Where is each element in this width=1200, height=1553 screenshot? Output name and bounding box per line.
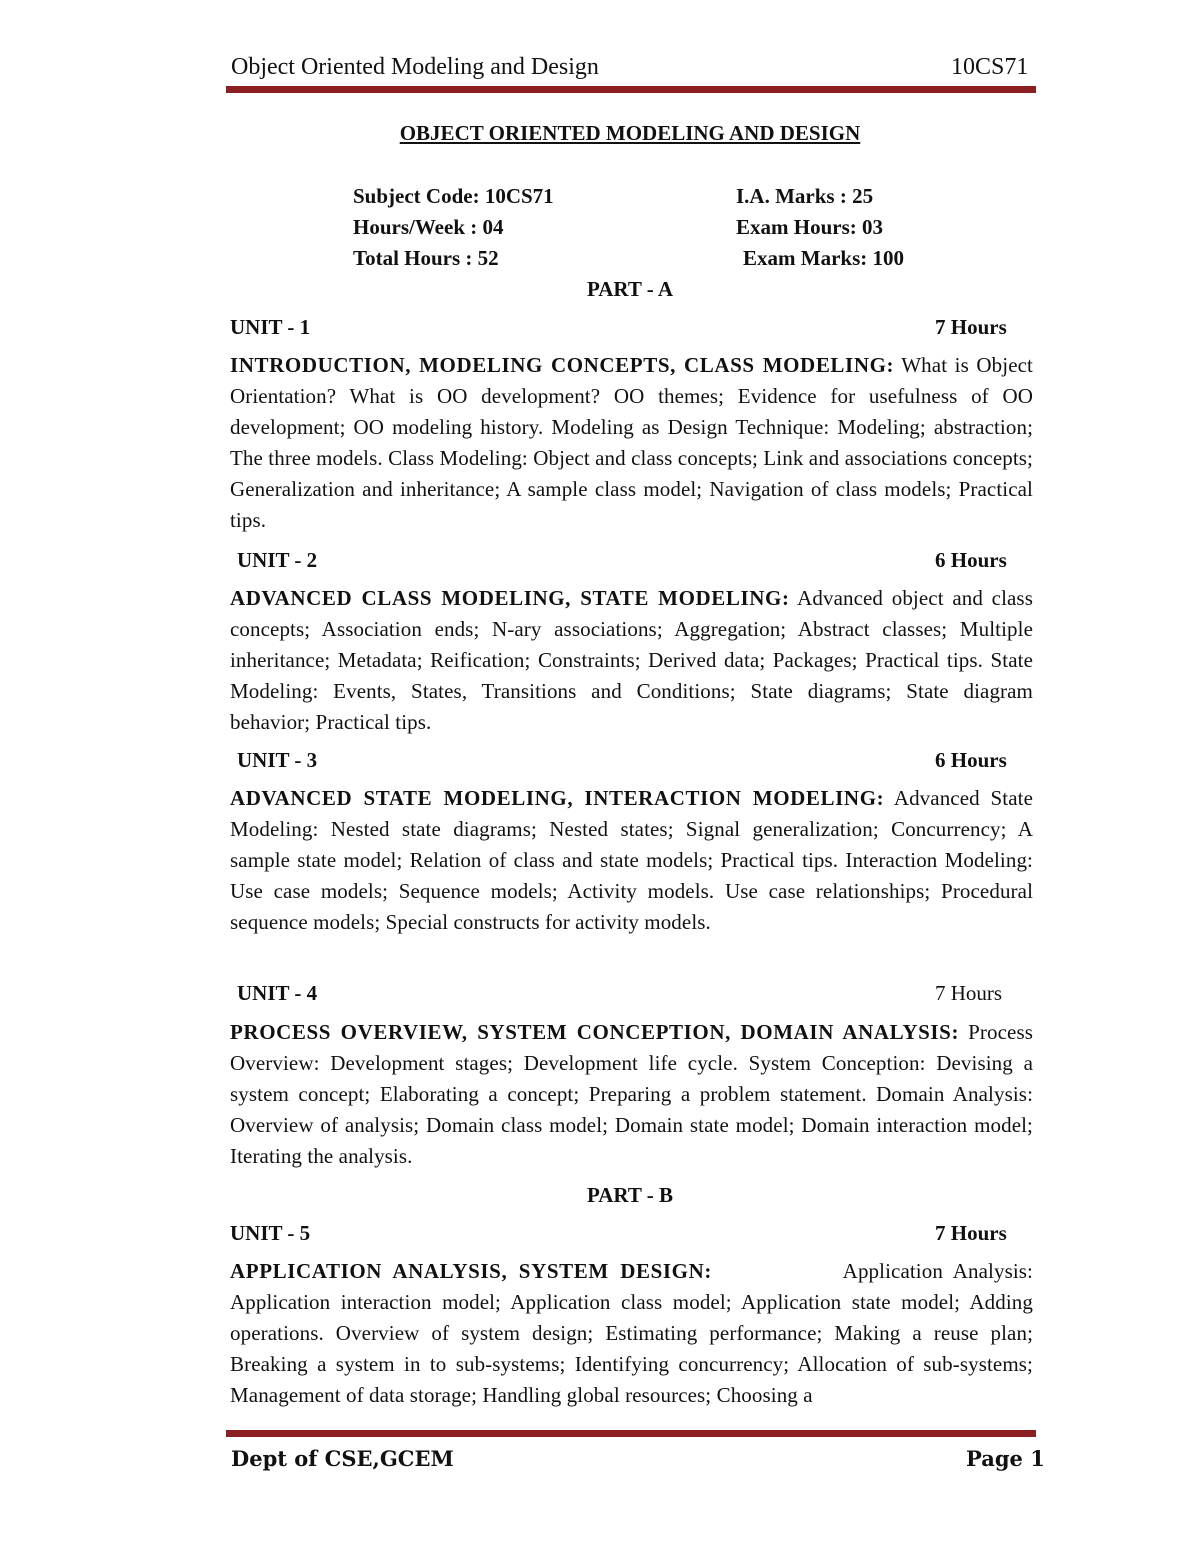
unit-5-hours: 7 Hours [935,1221,1007,1245]
unit-1-hours: 7 Hours [935,315,1007,339]
ia-marks: I.A. Marks : 25 [736,184,874,208]
unit-2-description [230,583,1033,738]
unit-1-description [230,350,1033,536]
unit-4-body: Process Overview: Development stages; Development life cycle. System Conception: Devising a system concept; Elaborating a concept; Preparing a problem statement. Domain Analysis: Overview of analysis; Domain class model; Domain state model; Domain interaction model; Iterating the analysis. [230,1020,1033,1168]
unit-3-hours: 6 Hours [935,748,1007,772]
footer-page-number: Page 1 [966,1446,1045,1471]
exam-hours: Exam Hours: 03 [736,215,883,239]
unit-4-heading: PROCESS OVERVIEW, SYSTEM CONCEPTION, DOMAIN ANALYSIS: [230,1020,960,1044]
unit-1-heading: INTRODUCTION, MODELING CONCEPTS, CLASS MODELING: [230,353,895,377]
part-b-heading: PART - B [587,1183,673,1207]
unit-2-hours: 6 Hours [935,548,1007,572]
unit-3-body: Advanced State Modeling: Nested state diagrams; Nested states; Signal generalization; Concurrency; A sample state model; Relation of class and state models; Practical tips. Interaction Modeling: Use case models; Sequence models; Activity models. Use case relationships; Procedural sequence models; Special constructs for activity models. [230,786,1033,934]
unit-2-body: Advanced object and class concepts; Association ends; N-ary associations; Aggregation; Abstract classes; Multiple inheritance; Metadata; Reification; Constraints; Derived data; Packages; Practical tips. State Modeling: Events, States, Transitions and Conditions; State diagrams; State diagram behavior; Practical tips. [230,586,1033,734]
unit-4-description [230,1017,1033,1172]
unit-3-label: UNIT - 3 [237,748,318,772]
unit-2-label: UNIT - 2 [237,548,318,572]
unit-5-body: Application Analysis: Application interaction model; Application class model; Application state model; Adding operations. Overview of system design; Estimating performance; Making a reuse plan; Breaking a system in to sub-systems; Identifying concurrency; Allocation of sub-systems; Management of data storage; Handling global resources; Choosing a [230,1259,1039,1407]
unit-5-heading: APPLICATION ANALYSIS, SYSTEM DESIGN: [230,1259,712,1283]
header-rule [226,86,1036,93]
subject-code: Subject Code: 10CS71 [353,184,554,208]
header-code: 10CS71 [951,54,1029,80]
unit-5-description [230,1256,1039,1411]
part-a-heading: PART - A [587,277,673,301]
unit-5-label: UNIT - 5 [230,1221,311,1245]
exam-marks: Exam Marks: 100 [743,246,904,270]
header-title: Object Oriented Modeling and Design [231,54,599,80]
unit-3-heading: ADVANCED STATE MODELING, INTERACTION MODELING: [230,786,885,810]
document-title: OBJECT ORIENTED MODELING AND DESIGN [399,121,861,145]
unit-4-label: UNIT - 4 [237,981,318,1005]
unit-2-heading: ADVANCED CLASS MODELING, STATE MODELING: [230,586,790,610]
footer-department: Dept of CSE,GCEM [231,1446,454,1471]
total-hours: Total Hours : 52 [353,246,499,270]
unit-3-description [230,783,1033,938]
unit-1-body: What is Object Orientation? What is OO development? OO themes; Evidence for usefulness of OO development; OO modeling history. Modeling as Design Technique: Modeling; abstraction; The three models. Class Modeling: Object and class concepts; Link and associations concepts; Generalization and inheritance; A sample class model; Navigation of class models; Practical tips. [230,353,1033,532]
unit-4-hours: 7 Hours [935,981,1003,1005]
hours-week: Hours/Week : 04 [353,215,504,239]
footer-rule [226,1430,1036,1437]
unit-1-label: UNIT - 1 [230,315,311,339]
